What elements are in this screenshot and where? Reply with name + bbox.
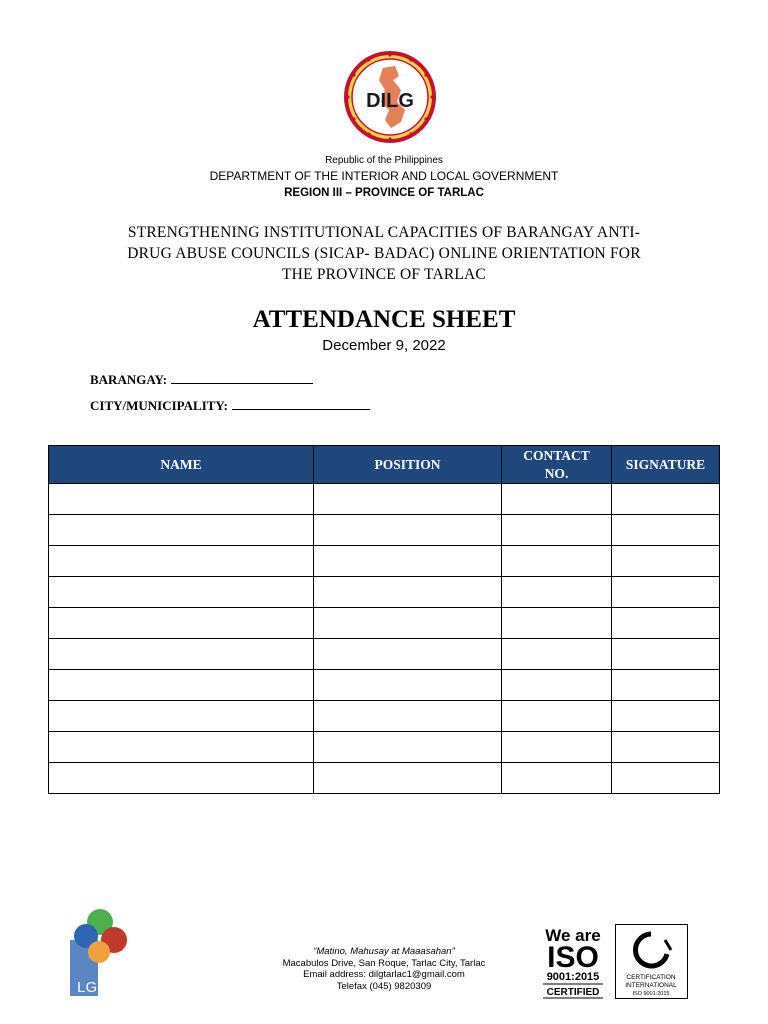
- footer-motto: “Matino, Mahusay at Maaasahan”: [313, 946, 455, 957]
- dilg-seal-logo: [343, 50, 437, 144]
- cert-intl-line-3: ISO 9001:2015: [632, 991, 670, 997]
- signature-cell[interactable]: [612, 577, 720, 608]
- table-row: [49, 608, 720, 639]
- certification-international-logo: [615, 924, 688, 999]
- cert-intl-line-2: INTERNATIONAL: [625, 982, 677, 989]
- table-body: [49, 484, 720, 794]
- city-blank-line[interactable]: [232, 398, 370, 410]
- name-cell[interactable]: [49, 484, 314, 515]
- event-title: [84, 222, 684, 285]
- header-signature: SIGNATURE: [612, 446, 720, 484]
- signature-cell[interactable]: [612, 732, 720, 763]
- table-row: [49, 515, 720, 546]
- contact-cell[interactable]: [502, 608, 612, 639]
- table-row: [49, 701, 720, 732]
- contact-cell[interactable]: [502, 577, 612, 608]
- event-title-line-3: THE PROVINCE OF TARLAC: [282, 266, 486, 283]
- signature-cell[interactable]: [612, 763, 720, 794]
- attendance-table: [48, 445, 720, 794]
- iso-certified-text: CERTIFIED: [546, 987, 600, 998]
- position-cell[interactable]: [314, 670, 502, 701]
- name-cell[interactable]: [49, 763, 314, 794]
- position-cell[interactable]: [314, 577, 502, 608]
- iso-we-are-text: We are: [545, 926, 601, 945]
- table-header-row: [49, 446, 720, 484]
- table-row: [49, 670, 720, 701]
- contact-cell[interactable]: [502, 639, 612, 670]
- table-row: [49, 484, 720, 515]
- department-text: DEPARTMENT OF THE INTERIOR AND LOCAL GOVERNMENT: [209, 169, 559, 183]
- cert-intl-line-1: CERTIFICATION: [626, 974, 676, 981]
- event-title-line-2: DRUG ABUSE COUNCILS (SICAP- BADAC) ONLINE ORIENTATION FOR: [127, 245, 641, 262]
- signature-cell[interactable]: [612, 639, 720, 670]
- republic-text: Republic of the Philippines: [325, 155, 443, 166]
- position-cell[interactable]: [314, 608, 502, 639]
- contact-cell[interactable]: [502, 732, 612, 763]
- position-cell[interactable]: [314, 701, 502, 732]
- footer-address: Macabulos Drive, San Roque, Tarlac City, Tarlac: [282, 957, 486, 969]
- signature-cell[interactable]: [612, 608, 720, 639]
- barangay-label: BARANGAY:: [90, 372, 168, 387]
- header-contact: [502, 446, 612, 484]
- table-row: [49, 639, 720, 670]
- table-row: [49, 763, 720, 794]
- lgrc-text: LGRC: [77, 979, 119, 996]
- iso-std-text: 9001:2015: [546, 971, 600, 983]
- name-cell[interactable]: [49, 670, 314, 701]
- contact-cell[interactable]: [502, 546, 612, 577]
- position-cell[interactable]: [314, 515, 502, 546]
- region-text: REGION III – PROVINCE OF TARLAC: [284, 187, 484, 199]
- table-row: [49, 546, 720, 577]
- footer-telefax: Telefax (045) 9820309: [336, 980, 432, 992]
- seal-text: DILG: [366, 90, 414, 112]
- barangay-field: [90, 372, 313, 388]
- city-label: CITY/MUNICIPALITY:: [90, 398, 228, 413]
- name-cell[interactable]: [49, 608, 314, 639]
- iso-certified-badge: [537, 924, 609, 999]
- name-cell[interactable]: [49, 701, 314, 732]
- name-cell[interactable]: [49, 577, 314, 608]
- header-position: POSITION: [314, 446, 502, 484]
- signature-cell[interactable]: [612, 484, 720, 515]
- name-cell[interactable]: [49, 732, 314, 763]
- signature-cell[interactable]: [612, 701, 720, 732]
- signature-cell[interactable]: [612, 670, 720, 701]
- event-title-line-1: STRENGTHENING INSTITUTIONAL CAPACITIES OF BARANGAY ANTI-: [127, 224, 641, 241]
- table-row: [49, 732, 720, 763]
- name-cell[interactable]: [49, 546, 314, 577]
- name-cell[interactable]: [49, 639, 314, 670]
- position-cell[interactable]: [314, 639, 502, 670]
- contact-cell[interactable]: [502, 763, 612, 794]
- footer-email: Email address: dilgtarlac1@gmail.com: [303, 969, 465, 980]
- position-cell[interactable]: [314, 763, 502, 794]
- iso-big-text: ISO: [547, 941, 599, 974]
- barangay-blank-line[interactable]: [171, 372, 313, 384]
- position-cell[interactable]: [314, 546, 502, 577]
- name-cell[interactable]: [49, 515, 314, 546]
- signature-cell[interactable]: [612, 546, 720, 577]
- contact-cell[interactable]: [502, 701, 612, 732]
- city-field: [90, 398, 370, 414]
- contact-cell[interactable]: [502, 670, 612, 701]
- header-contact-text: CONTACT NO.: [523, 447, 590, 481]
- position-cell[interactable]: [314, 732, 502, 763]
- sheet-date: December 9, 2022: [322, 337, 446, 354]
- header-name: NAME: [49, 446, 314, 484]
- signature-cell[interactable]: [612, 515, 720, 546]
- contact-cell[interactable]: [502, 484, 612, 515]
- sheet-title: ATTENDANCE SHEET: [252, 306, 516, 333]
- table-row: [49, 577, 720, 608]
- position-cell[interactable]: [314, 484, 502, 515]
- contact-cell[interactable]: [502, 515, 612, 546]
